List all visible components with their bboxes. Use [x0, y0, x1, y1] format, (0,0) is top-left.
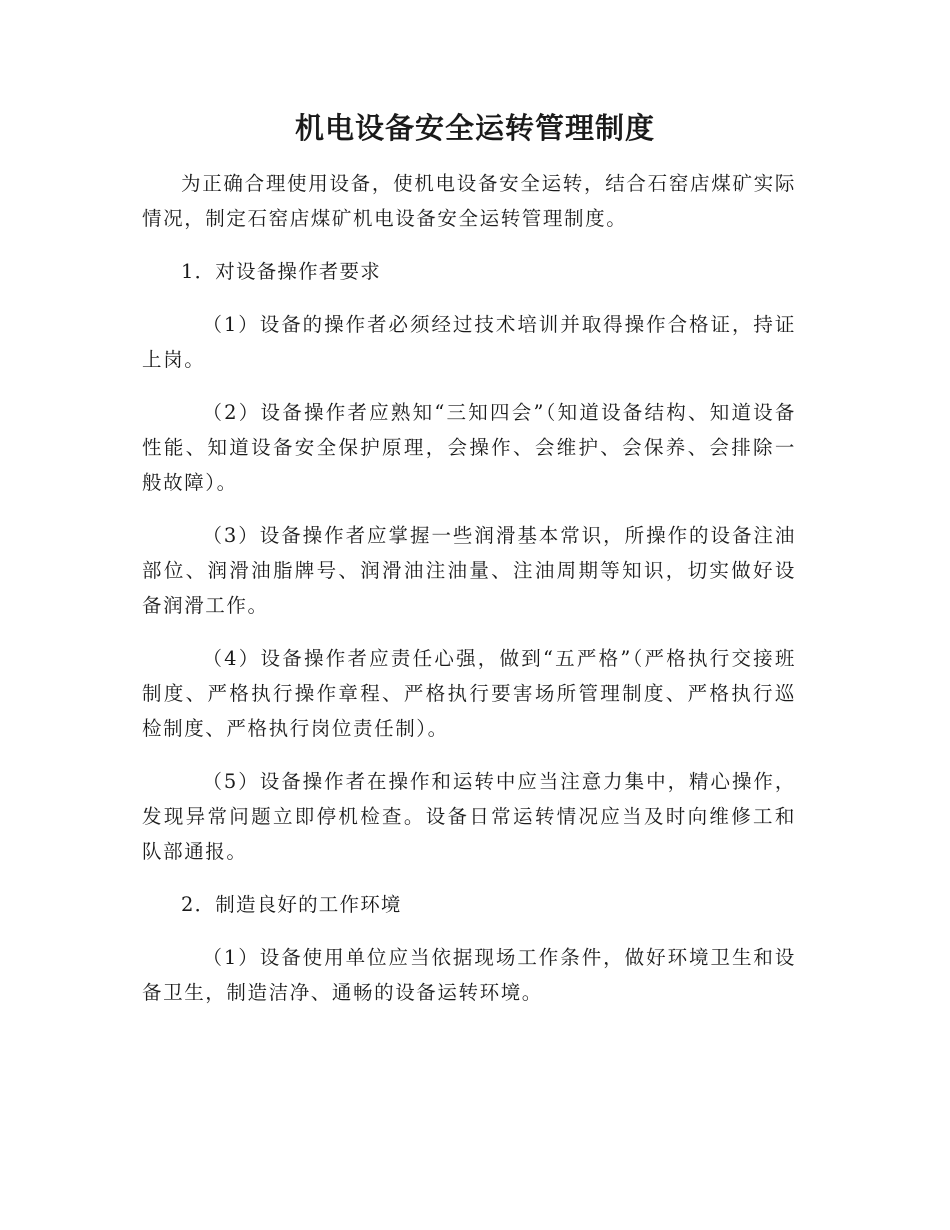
environment-item-1: （1）设备使用单位应当依据现场工作条件，做好环境卫生和设备卫生，制造洁净、通畅的设备运转环境。 — [142, 946, 796, 1004]
document-body — [142, 166, 796, 1028]
requirement-item-5: （5）设备操作者在操作和运转中应当注意力集中，精心操作，发现异常问题立即停机检查。设备日常运转情况应当及时向维修工和队部通报。 — [142, 770, 796, 863]
requirement-item-4: （4）设备操作者应责任心强，做到“五严格”（严格执行交接班制度、严格执行操作章程、严格执行要害场所管理制度、严格执行巡检制度、严格执行岗位责任制）。 — [142, 647, 796, 740]
section-heading-work-environment: 2．制造良好的工作环境 — [181, 893, 402, 916]
requirement-item-1: （1）设备的操作者必须经过技术培训并取得操作合格证，持证上岗。 — [142, 313, 796, 371]
requirement-item-2: （2）设备操作者应熟知“三知四会”（知道设备结构、知道设备性能、知道设备安全保护原理，会操作、会维护、会保养、会排除一般故障）。 — [142, 401, 796, 494]
section-heading-operator-requirements: 1．对设备操作者要求 — [181, 260, 381, 283]
document-title: 机电设备安全运转管理制度 — [294, 111, 655, 145]
requirement-item-3: （3）设备操作者应掌握一些润滑基本常识，所操作的设备注油部位、润滑油脂牌号、润滑油注油量、注油周期等知识，切实做好设备润滑工作。 — [142, 524, 796, 617]
intro-paragraph: 为正确合理使用设备，使机电设备安全运转，结合石窑店煤矿实际情况，制定石窑店煤矿机电设备安全运转管理制度。 — [142, 172, 796, 230]
